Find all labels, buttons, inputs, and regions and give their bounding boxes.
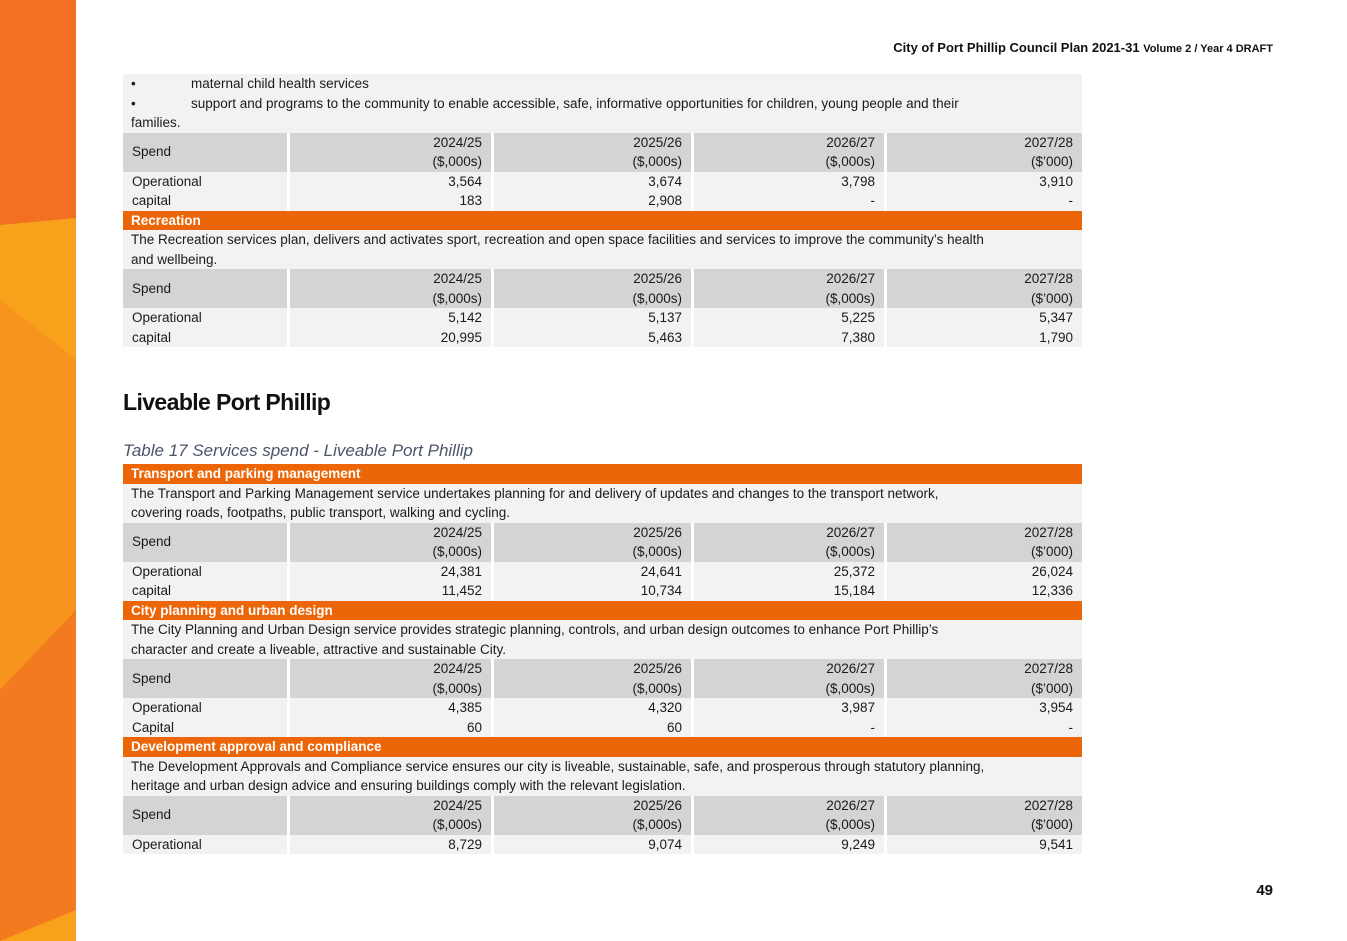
table-row: Capital 60 60 - - — [123, 718, 1082, 738]
service-description: families. — [123, 113, 1082, 133]
spend-header-row: Spend 2024/25 ($,000s) 2025/26 ($,000s) 2026/27 ($,000s) 2027/28 ($’000) — [123, 523, 1082, 562]
section-header-recreation: Recreation — [123, 211, 1082, 231]
spend-label: Spend — [123, 133, 290, 172]
spend-header-row: Spend 2024/25 ($,000s) 2025/26 ($,000s) 2026/27 ($,000s) 2027/28 ($’000) — [123, 269, 1082, 308]
service-description: heritage and urban design advice and ensuring buildings comply with the relevant legislation. — [123, 776, 1082, 796]
table-row: capital 20,995 5,463 7,380 1,790 — [123, 328, 1082, 348]
section-header-planning: City planning and urban design — [123, 601, 1082, 621]
table-row: capital 11,452 10,734 15,184 12,336 — [123, 581, 1082, 601]
side-decoration-graphic — [0, 0, 76, 941]
table-row: Operational 3,564 3,674 3,798 3,910 — [123, 172, 1082, 192]
service-description: covering roads, footpaths, public transport, walking and cycling. — [123, 503, 1082, 523]
spend-label: Spend — [123, 659, 290, 698]
section-header-development: Development approval and compliance — [123, 737, 1082, 757]
document-title: City of Port Phillip Council Plan 2021-31 — [893, 40, 1140, 55]
section-header-transport: Transport and parking management — [123, 464, 1082, 484]
service-description: The Development Approvals and Compliance service ensures our city is liveable, sustainable, safe, and prosperous through statutory planning, — [123, 757, 1082, 777]
document-subtitle: Volume 2 / Year 4 DRAFT — [1143, 43, 1273, 55]
spend-label: Spend — [123, 269, 290, 308]
spend-label: Spend — [123, 523, 290, 562]
page-header — [893, 40, 1273, 55]
service-description: and wellbeing. — [123, 250, 1082, 270]
bullet-item: • maternal child health services — [123, 74, 1082, 94]
section-heading: Liveable Port Phillip — [123, 389, 331, 415]
service-description: The Transport and Parking Management service undertakes planning for and delivery of updates and changes to the transport network, — [123, 484, 1082, 504]
side-decoration — [0, 0, 76, 941]
service-description: The Recreation services plan, delivers and activates sport, recreation and open space facilities and services to improve the community’s health — [123, 230, 1082, 250]
spend-header-row: Spend 2024/25 ($,000s) 2025/26 ($,000s) 2026/27 ($,000s) 2027/28 ($’000) — [123, 796, 1082, 835]
table-row: capital 183 2,908 - - — [123, 191, 1082, 211]
table-row: Operational 4,385 4,320 3,987 3,954 — [123, 698, 1082, 718]
table-caption: Table 17 Services spend - Liveable Port Phillip — [123, 441, 473, 460]
spend-header-row: Spend 2024/25 ($,000s) 2025/26 ($,000s) 2026/27 ($,000s) 2027/28 ($’000) — [123, 659, 1082, 698]
liveable-services-table — [123, 464, 1082, 854]
children-services-table — [123, 74, 1082, 347]
service-description: The City Planning and Urban Design service provides strategic planning, controls, and urban design outcomes to enhance Port Phillip’s — [123, 620, 1082, 640]
page-number: 49 — [1256, 882, 1273, 899]
bullet-item: • support and programs to the community to enable accessible, safe, informative opportunities for children, young people and their — [123, 94, 1082, 114]
spend-label: Spend — [123, 796, 290, 835]
table-row: Operational 8,729 9,074 9,249 9,541 — [123, 835, 1082, 855]
table-row: Operational 24,381 24,641 25,372 26,024 — [123, 562, 1082, 582]
service-description: character and create a liveable, attractive and sustainable City. — [123, 640, 1082, 660]
spend-header-row: Spend 2024/25 ($,000s) 2025/26 ($,000s) 2026/27 ($,000s) 2027/28 ($’000) — [123, 133, 1082, 172]
table-row: Operational 5,142 5,137 5,225 5,347 — [123, 308, 1082, 328]
